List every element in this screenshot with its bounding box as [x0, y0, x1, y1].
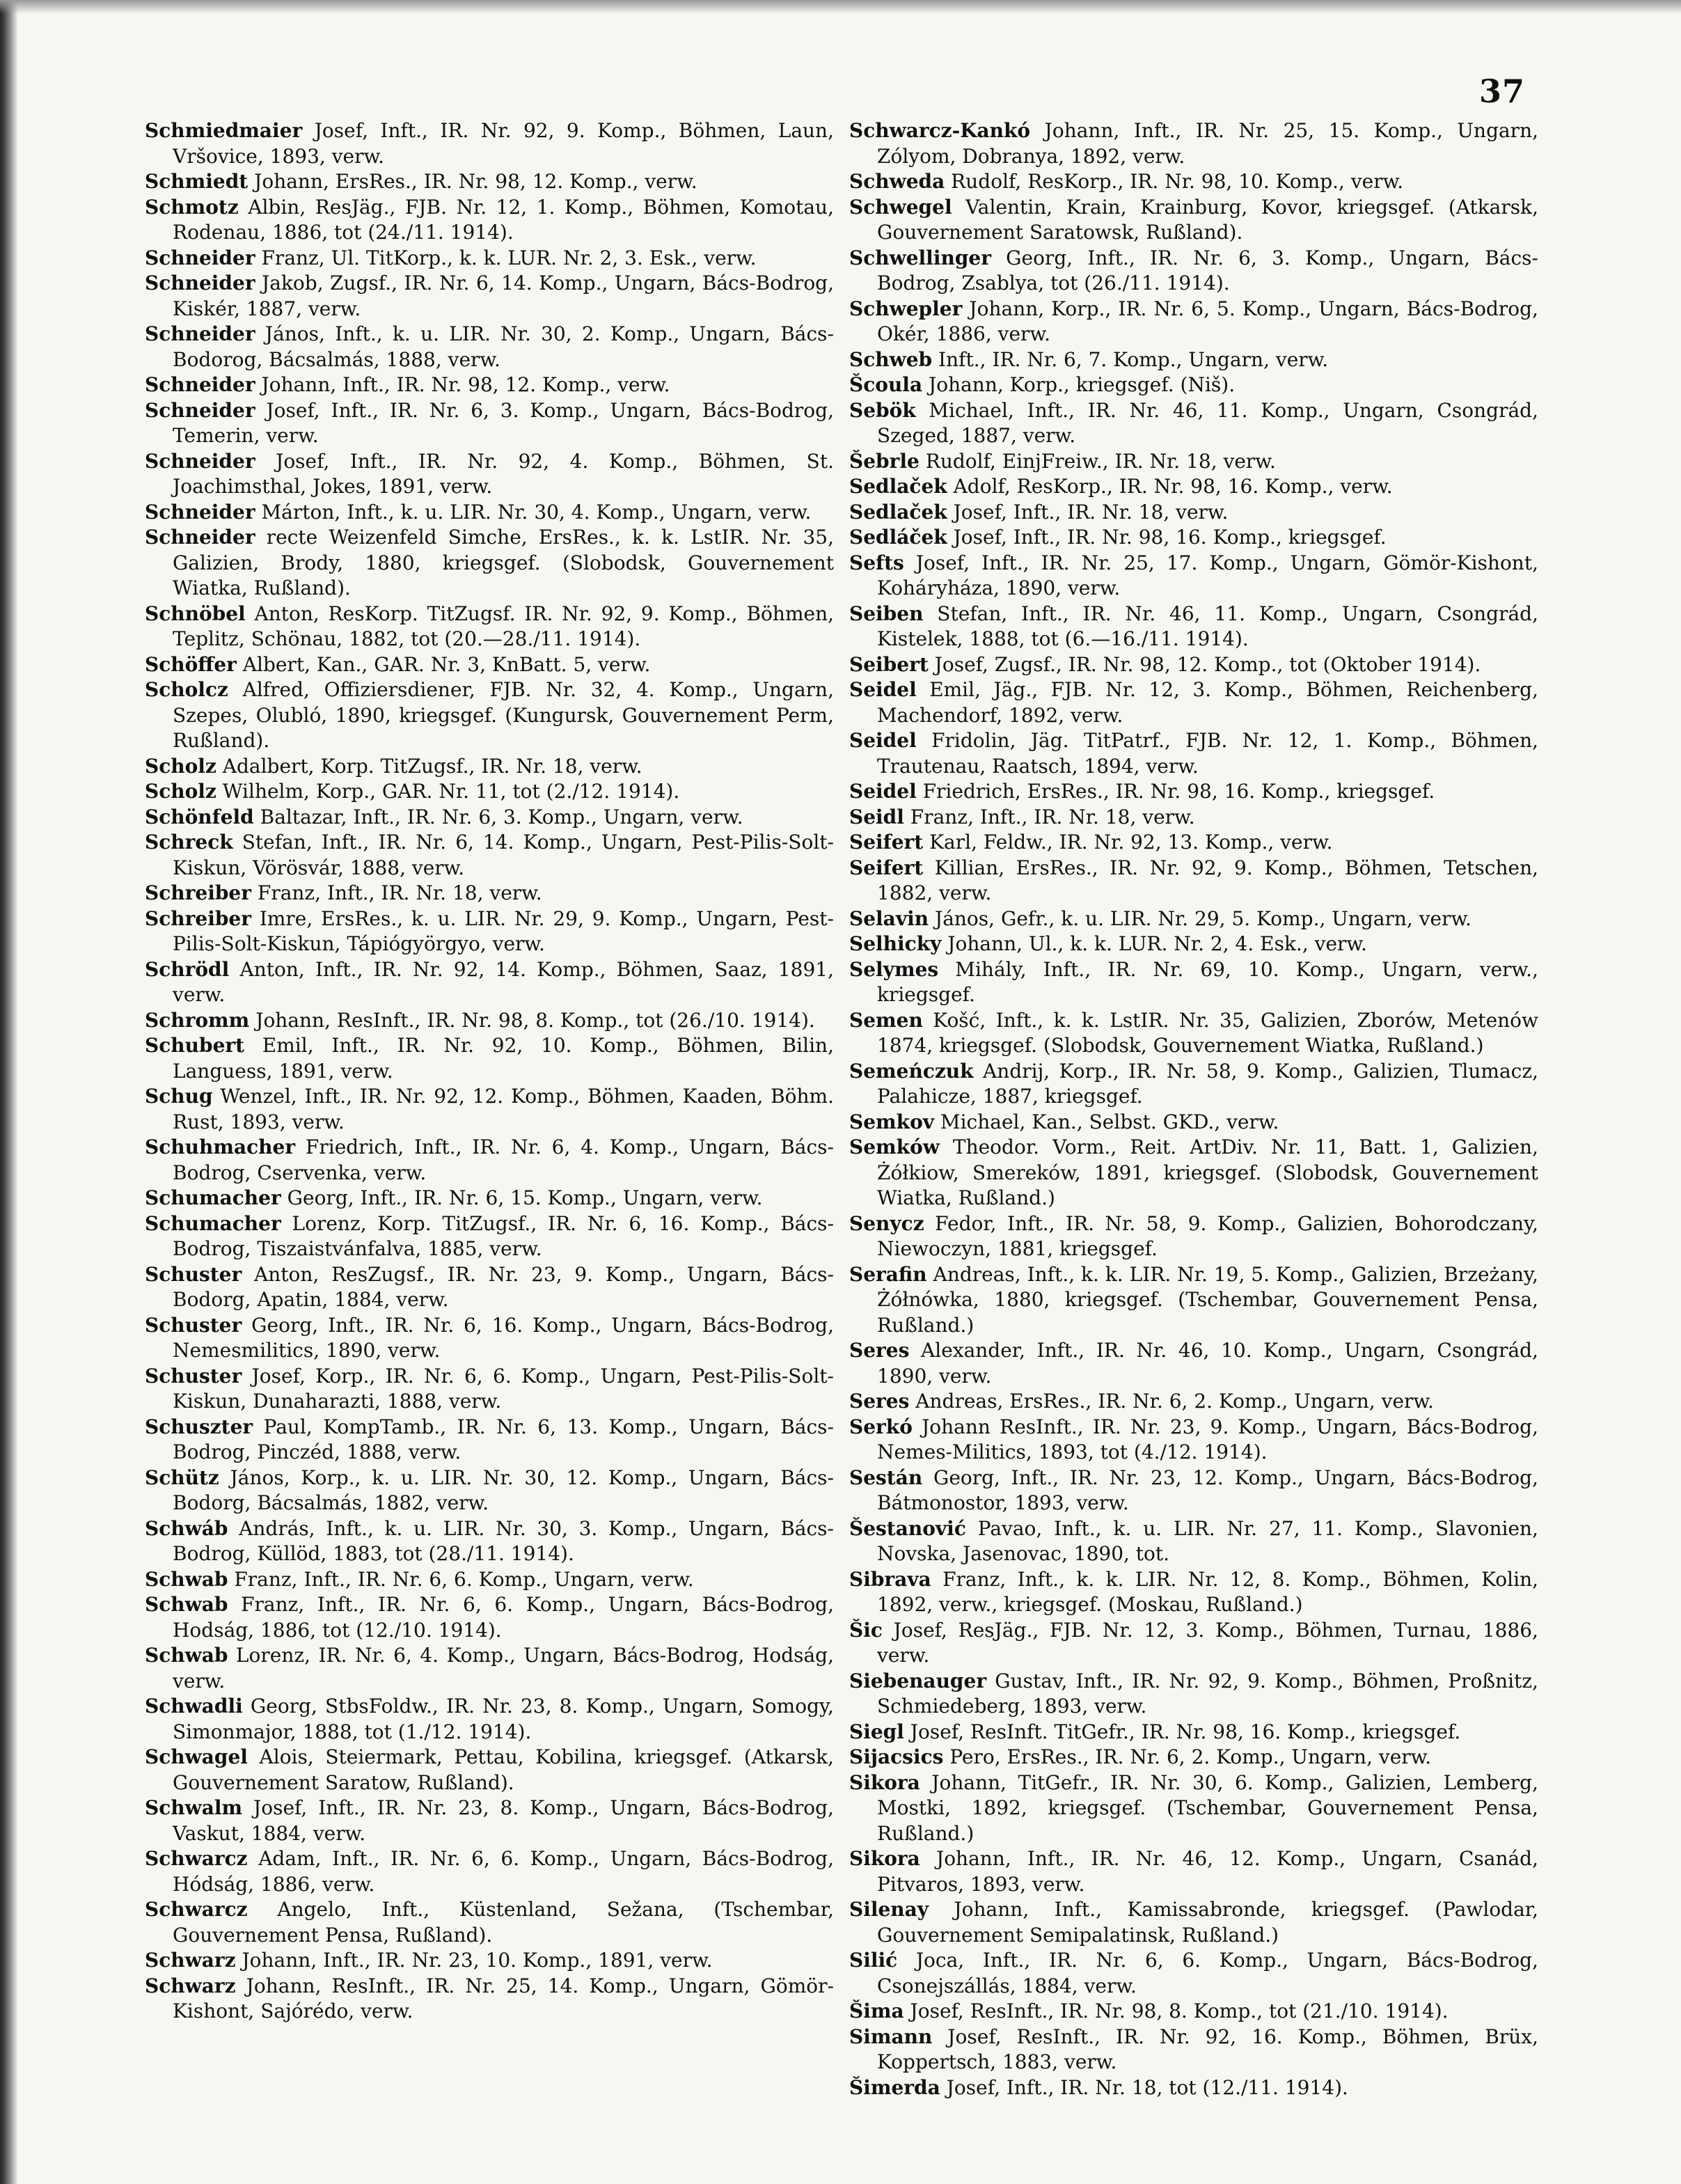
list-item	[849, 500, 1538, 526]
entry-surname: Schneider	[145, 500, 255, 524]
list-item	[145, 1466, 834, 1516]
entry-surname: Selhicky	[849, 932, 942, 955]
entry-surname: Siegl	[849, 1720, 904, 1743]
entry-details: Johann ResInft., IR. Nr. 23, 9. Komp., Ungarn, Bács-Bodrog, Nemes-Militics, 1893, tot (4./12. 1914).	[877, 1415, 1538, 1463]
entry-surname: Sedlaček	[849, 475, 947, 498]
entry-surname: Šcoula	[849, 373, 923, 396]
entry-surname: Siebenauger	[849, 1669, 987, 1692]
entry-details: Fridolin, Jäg. TitPatrf., FJB. Nr. 12, 1. Komp., Böhmen, Trautenau, Raatsch, 1894, verw.	[877, 729, 1539, 778]
entry-surname: Scholz	[145, 754, 216, 778]
entry-details: Josef, Inft., IR. Nr. 6, 3. Komp., Ungarn, Bács-Bodrog, Temerin, verw.	[173, 398, 834, 447]
list-item	[145, 1364, 834, 1415]
entry-details: Alois, Steiermark, Pettau, Kobilina, kriegsgef. (Atkarsk, Gouvernement Saratow, Rußland).	[173, 1745, 834, 1794]
entry-surname: Schreck	[145, 831, 233, 854]
entry-details: Wenzel, Inft., IR. Nr. 92, 12. Komp., Böhmen, Kaaden, Böhm. Rust, 1893, verw.	[173, 1085, 835, 1133]
entry-details: Gustav, Inft., IR. Nr. 92, 9. Komp., Böhmen, Proßnitz, Schmiedeberg, 1893, verw.	[877, 1669, 1538, 1718]
list-item	[849, 1110, 1538, 1136]
page-number: 37	[1478, 72, 1525, 110]
entry-surname: Sebök	[849, 398, 916, 422]
entry-details: Johann, Korp., kriegsgef. (Niš).	[929, 373, 1236, 396]
entry-surname: Seibert	[849, 652, 929, 676]
list-item	[849, 1389, 1538, 1415]
entry-details: Rudolf, EinjFreiw., IR. Nr. 18, verw.	[925, 449, 1276, 473]
list-item	[145, 1974, 834, 2025]
entry-surname: Schwab	[145, 1593, 228, 1616]
entry-surname: Schweb	[849, 347, 933, 371]
list-item	[145, 1948, 834, 1974]
entry-surname: Selavin	[849, 906, 929, 930]
entry-details: Johann, ResInft., IR. Nr. 98, 8. Komp., tot (26./10. 1914).	[255, 1008, 815, 1032]
entry-surname: Šimerda	[849, 2075, 940, 2099]
list-item	[145, 1262, 834, 1313]
entry-details: Josef, ResJäg., FJB. Nr. 12, 3. Komp., Böhmen, Turnau, 1886, verw.	[877, 1618, 1538, 1667]
entry-surname: Schwarz	[145, 1974, 236, 1997]
entry-details: Anton, ResKorp. TitZugsf. IR. Nr. 92, 9. Komp., Böhmen, Teplitz, Schönau, 1882, tot (20.—28./11. 1914).	[173, 602, 834, 650]
entry-surname: Sikora	[849, 1847, 920, 1870]
entry-details: Friedrich, Inft., IR. Nr. 6, 4. Komp., Ungarn, Bács-Bodrog, Cservenka, verw.	[173, 1136, 834, 1184]
column-right	[849, 118, 1538, 2100]
entry-details: Friedrich, ErsRes., IR. Nr. 98, 16. Komp., kriegsgef.	[922, 780, 1435, 803]
entry-details: Johann, Ul., k. k. LUR. Nr. 2, 4. Esk., verw.	[947, 932, 1367, 955]
entry-surname: Sedlaček	[849, 500, 947, 524]
entry-surname: Schwab	[145, 1567, 228, 1591]
entry-surname: Schuszter	[145, 1415, 253, 1438]
entry-surname: Šima	[849, 2000, 904, 2022]
entry-surname: Schmiedmaier	[145, 119, 303, 142]
list-item	[145, 805, 834, 831]
entry-surname: Seidel	[849, 678, 917, 701]
entry-details: Josef, Inft., IR. Nr. 23, 8. Komp., Ungarn, Bács-Bodrog, Vaskut, 1884, verw.	[173, 1796, 834, 1845]
list-item	[849, 195, 1538, 246]
entry-surname: Serafin	[849, 1262, 927, 1286]
entry-surname: Sibrava	[849, 1567, 931, 1591]
list-item	[849, 602, 1538, 652]
entry-details: Georg, StbsFoldw., IR. Nr. 23, 8. Komp., Ungarn, Somogy, Simonmajor, 1888, tot (1./12. 1914).	[173, 1695, 834, 1743]
list-item	[145, 1897, 834, 1948]
entry-surname: Schrödl	[145, 957, 230, 981]
list-item	[145, 398, 834, 449]
entry-surname: Semeńczuk	[849, 1059, 974, 1083]
list-item	[849, 2075, 1538, 2101]
entry-details: Wilhelm, Korp., GAR. Nr. 11, tot (2./12. 1914).	[222, 780, 680, 803]
list-item	[849, 2025, 1538, 2075]
list-item	[849, 1720, 1538, 1745]
list-item	[145, 1186, 834, 1211]
entry-surname: Schwab	[145, 1644, 228, 1667]
list-item	[145, 1796, 834, 1846]
list-item	[849, 118, 1538, 169]
list-item	[145, 1567, 834, 1593]
entry-surname: Schwáb	[145, 1516, 228, 1540]
list-item	[849, 728, 1538, 779]
entry-surname: Schreiber	[145, 906, 251, 930]
list-item	[849, 1948, 1538, 1999]
entry-details: Franz, Inft., k. k. LIR. Nr. 12, 8. Komp., Böhmen, Kolin, 1892, verw., kriegsgef. (Moskau, Rußland.)	[877, 1567, 1538, 1616]
entry-surname: Semen	[849, 1008, 923, 1032]
entry-surname: Semkov	[849, 1110, 935, 1133]
list-item	[145, 169, 834, 195]
entry-details: Josef, Korp., IR. Nr. 6, 6. Komp., Ungarn, Pest-Pilis-Solt-Kiskun, Dunaharazti, 1888, verw.	[173, 1364, 834, 1413]
entry-surname: Schwarcz-Kankó	[849, 119, 1031, 142]
entry-surname: Sikora	[849, 1770, 920, 1794]
entry-details: Josef, Inft., IR. Nr. 92, 9. Komp., Böhmen, Laun, Vršovice, 1893, verw.	[173, 119, 834, 168]
entry-surname: Schuster	[145, 1364, 242, 1388]
entry-surname: Silić	[849, 1949, 898, 1972]
entry-details: Josef, ResInft., IR. Nr. 98, 8. Komp., tot (21./10. 1914).	[910, 2000, 1449, 2022]
list-item	[849, 1466, 1538, 1516]
list-item	[849, 1262, 1538, 1339]
entry-surname: Schwepler	[849, 297, 963, 320]
entry-details: Fedor, Inft., IR. Nr. 58, 9. Komp., Galizien, Bohorodczany, Niewoczyn, 1881, kriegsgef.	[877, 1211, 1539, 1260]
list-item	[145, 525, 834, 602]
list-item	[849, 1567, 1538, 1618]
entry-details: Anton, Inft., IR. Nr. 92, 14. Komp., Böhmen, Saaz, 1891, verw.	[173, 957, 835, 1006]
entry-details: Albert, Kan., GAR. Nr. 3, KnBatt. 5, verw.	[242, 652, 651, 676]
entry-details: Johann, Korp., IR. Nr. 6, 5. Komp., Ungarn, Bács-Bodrog, Okér, 1886, verw.	[877, 297, 1538, 345]
list-item	[849, 347, 1538, 373]
column-left	[145, 118, 834, 2025]
list-item	[145, 500, 834, 526]
list-item	[849, 474, 1538, 500]
list-item	[145, 677, 834, 754]
entry-surname: Schnöbel	[145, 602, 246, 625]
list-item	[849, 398, 1538, 449]
entry-details: Georg, Inft., IR. Nr. 6, 16. Komp., Ungarn, Bács-Bodrog, Nemesmilitics, 1890, verw.	[173, 1313, 834, 1362]
list-item	[849, 525, 1538, 551]
entry-surname: Schneider	[145, 246, 255, 269]
list-item	[145, 271, 834, 322]
list-item	[849, 932, 1538, 957]
entry-details: Košć, Inft., k. k. LstIR. Nr. 35, Galizien, Zborów, Metenów 1874, kriegsgef. (Slobodsk, Gouvernement Wiatka, Rußland.)	[877, 1008, 1538, 1057]
entry-surname: Šic	[849, 1618, 883, 1642]
entry-details: Theodor. Vorm., Reit. ArtDiv. Nr. 11, Batt. 1, Galizien, Żółkiow, Smereków, 1891, kriegsgef. (Slobodsk, Gouvernement Wiatka, Rußland.)	[877, 1136, 1538, 1209]
entry-surname: Schmiedt	[145, 170, 248, 193]
entry-surname: Seidl	[849, 805, 904, 828]
entry-details: Georg, Inft., IR. Nr. 6, 15. Komp., Ungarn, verw.	[287, 1186, 763, 1209]
entry-surname: Seiben	[849, 602, 924, 625]
entry-surname: Schneider	[145, 322, 255, 345]
entry-surname: Schumacher	[145, 1186, 281, 1209]
entry-details: Johann, TitGefr., IR. Nr. 30, 6. Komp., Galizien, Lemberg, Mostki, 1892, kriegsgef. (Tschembar, Gouvernement Pensa, Rußland.)	[877, 1770, 1538, 1845]
entry-details: Johann, ErsRes., IR. Nr. 98, 12. Komp., verw.	[254, 170, 697, 193]
entry-surname: Sefts	[849, 551, 904, 574]
list-item	[849, 652, 1538, 678]
list-item	[849, 906, 1538, 932]
list-item	[145, 779, 834, 805]
entry-details: Johann, ResInft., IR. Nr. 25, 14. Komp., Ungarn, Gömör-Kishont, Sajórédo, verw.	[173, 1974, 835, 2022]
entry-details: Josef, Inft., IR. Nr. 18, verw.	[953, 500, 1229, 524]
list-item	[145, 881, 834, 906]
list-item	[145, 830, 834, 881]
entry-details: recte Weizenfeld Simche, ErsRes., k. k. LstIR. Nr. 35, Galizien, Brody, 1880, kriegsgef. (Slobodsk, Gouvernement Wiatka, Rußland).	[173, 526, 834, 599]
list-item	[145, 372, 834, 398]
entry-details: Márton, Inft., k. u. LIR. Nr. 30, 4. Komp., Ungarn, verw.	[261, 500, 812, 524]
entry-details: Franz, Inft., IR. Nr. 6, 6. Komp., Ungarn, Bács-Bodrog, Hodság, 1886, tot (12./10. 1914).	[173, 1593, 834, 1642]
entry-details: Johann, Inft., Kamissabronde, kriegsgef. (Pawlodar, Gouvernement Semipalatinsk, Rußland.)	[877, 1898, 1539, 1947]
list-item	[145, 906, 834, 957]
entry-details: Michael, Inft., IR. Nr. 46, 11. Komp., Ungarn, Csongrád, Szeged, 1887, verw.	[877, 398, 1538, 447]
entry-surname: Schwarz	[145, 1949, 236, 1972]
entry-surname: Schreiber	[145, 881, 251, 904]
list-item	[849, 1008, 1538, 1059]
entry-surname: Šebrle	[849, 449, 920, 473]
entry-details: Franz, Inft., IR. Nr. 18, verw.	[910, 805, 1195, 828]
list-item	[849, 957, 1538, 1008]
entry-details: Johann, Inft., IR. Nr. 98, 12. Komp., verw.	[261, 373, 670, 396]
entry-details: Johann, Inft., IR. Nr. 23, 10. Komp., 1891, verw.	[242, 1949, 713, 1972]
entry-surname: Schwarcz	[145, 1898, 248, 1921]
entry-surname: Serkó	[849, 1415, 913, 1438]
list-item	[849, 677, 1538, 728]
list-item	[145, 1211, 834, 1262]
entry-details: Franz, Inft., IR. Nr. 6, 6. Komp., Ungarn, verw.	[234, 1567, 694, 1591]
entry-details: Pavao, Inft., k. u. LIR. Nr. 27, 11. Komp., Slavonien, Novska, Jasenovac, 1890, tot.	[877, 1516, 1538, 1565]
entry-surname: Schubert	[145, 1034, 245, 1057]
entry-surname: Schöffer	[145, 652, 237, 676]
list-item	[145, 602, 834, 652]
list-item	[145, 1415, 834, 1466]
entry-details: Andreas, Inft., k. k. LIR. Nr. 19, 5. Komp., Galizien, Brzeżany, Żółnówka, 1880, kriegsgef. (Tschembar, Gouvernement Pensa, Rußland.)	[877, 1262, 1538, 1337]
entry-surname: Schromm	[145, 1008, 250, 1032]
list-item	[145, 1313, 834, 1364]
entry-surname: Schumacher	[145, 1211, 281, 1235]
entry-surname: Senycz	[849, 1211, 924, 1235]
entry-surname: Schneider	[145, 373, 255, 396]
list-item	[145, 449, 834, 500]
entry-details: Karl, Feldw., IR. Nr. 92, 13. Komp., verw.	[929, 831, 1333, 854]
entry-surname: Seifert	[849, 831, 924, 854]
entry-details: Johann, Inft., IR. Nr. 46, 12. Komp., Ungarn, Csanád, Pitvaros, 1893, verw.	[877, 1847, 1539, 1896]
entry-details: Jakob, Zugsf., IR. Nr. 6, 14. Komp., Ungarn, Bács-Bodrog, Kiskér, 1887, verw.	[173, 272, 834, 320]
entry-surname: Schneider	[145, 526, 255, 549]
list-item	[849, 779, 1538, 805]
list-item	[849, 169, 1538, 195]
entry-surname: Selymes	[849, 957, 939, 981]
list-item	[849, 297, 1538, 347]
entry-surname: Simann	[849, 2025, 933, 2048]
entry-surname: Schwarcz	[145, 1847, 248, 1870]
entry-details: Paul, KompTamb., IR. Nr. 6, 13. Komp., Ungarn, Bács-Bodrog, Pinczéd, 1888, verw.	[173, 1415, 834, 1463]
entry-surname: Seres	[849, 1339, 910, 1362]
list-item	[145, 322, 834, 372]
list-item	[849, 830, 1538, 856]
entry-surname: Schmotz	[145, 195, 239, 219]
entry-details: Adalbert, Korp. TitZugsf., IR. Nr. 18, verw.	[222, 754, 642, 778]
list-item	[849, 1618, 1538, 1669]
entry-surname: Schneider	[145, 272, 255, 294]
entry-details: Adolf, ResKorp., IR. Nr. 98, 16. Komp., verw.	[953, 475, 1393, 498]
entry-surname: Seifert	[849, 856, 924, 879]
list-item	[849, 246, 1538, 297]
entry-details: Josef, ResInft. TitGefr., IR. Nr. 98, 16. Komp., kriegsgef.	[910, 1720, 1461, 1743]
list-item	[145, 246, 834, 272]
entry-surname: Sedláček	[849, 526, 947, 549]
entry-surname: Schwegel	[849, 195, 952, 219]
list-item	[145, 118, 834, 169]
list-item	[145, 1033, 834, 1084]
entry-details: Josef, ResInft., IR. Nr. 92, 16. Komp., Böhmen, Brüx, Koppertsch, 1883, verw.	[877, 2025, 1538, 2073]
entry-surname: Schuhmacher	[145, 1136, 296, 1158]
list-item	[849, 1770, 1538, 1847]
list-item	[849, 1669, 1538, 1720]
entry-surname: Seres	[849, 1390, 910, 1413]
entry-details: Georg, Inft., IR. Nr. 23, 12. Komp., Ungarn, Bács-Bodrog, Bátmonostor, 1893, verw.	[877, 1466, 1538, 1514]
entry-surname: Silenay	[849, 1898, 929, 1921]
entry-details: Michael, Kan., Selbst. GKD., verw.	[940, 1110, 1279, 1133]
list-item	[849, 1211, 1538, 1262]
entry-surname: Šestanović	[849, 1516, 966, 1540]
entry-surname: Schneider	[145, 449, 255, 473]
list-item	[145, 195, 834, 246]
list-item	[849, 1059, 1538, 1110]
entry-surname: Semków	[849, 1136, 940, 1158]
list-item	[145, 1846, 834, 1897]
scan-edge-left	[0, 0, 18, 2184]
entry-details: Johann, Inft., IR. Nr. 25, 15. Komp., Ungarn, Zólyom, Dobranya, 1892, verw.	[877, 119, 1539, 168]
entry-surname: Schneider	[145, 398, 255, 422]
entry-details: Lorenz, Korp. TitZugsf., IR. Nr. 6, 16. Komp., Bács-Bodrog, Tiszaistvánfalva, 1885, verw.	[173, 1211, 834, 1260]
entry-details: Andreas, ErsRes., IR. Nr. 6, 2. Komp., Ungarn, verw.	[915, 1390, 1434, 1413]
list-item	[145, 1694, 834, 1745]
list-item	[145, 957, 834, 1008]
entry-details: János, Gefr., k. u. LIR. Nr. 29, 5. Komp., Ungarn, verw.	[934, 906, 1472, 930]
entry-details: Andrij, Korp., IR. Nr. 58, 9. Komp., Galizien, Tlumacz, Palahicze, 1887, kriegsgef.	[877, 1059, 1538, 1108]
entry-details: Franz, Ul. TitKorp., k. k. LUR. Nr. 2, 3. Esk., verw.	[261, 246, 757, 269]
entry-details: Georg, Inft., IR. Nr. 6, 3. Komp., Ungarn, Bács-Bodrog, Zsablya, tot (26./11. 1914).	[877, 246, 1538, 294]
list-item	[145, 1084, 834, 1135]
list-item	[849, 1516, 1538, 1567]
entry-details: Emil, Inft., IR. Nr. 92, 10. Komp., Böhmen, Bilin, Languess, 1891, verw.	[173, 1034, 834, 1083]
entry-details: Mihály, Inft., IR. Nr. 69, 10. Komp., Ungarn, verw., kriegsgef.	[877, 957, 1538, 1006]
entry-surname: Scholz	[145, 780, 216, 803]
entry-details: Joca, Inft., IR. Nr. 6, 6. Komp., Ungarn, Bács-Bodrog, Csonejszállás, 1884, verw.	[877, 1949, 1538, 1997]
entry-details: Josef, Inft., IR. Nr. 92, 4. Komp., Böhmen, St. Joachimsthal, Jokes, 1891, verw.	[173, 449, 834, 498]
list-item	[849, 1415, 1538, 1466]
entry-details: Inft., IR. Nr. 6, 7. Komp., Ungarn, verw.	[938, 347, 1329, 371]
entry-surname: Schwellinger	[849, 246, 991, 269]
entry-surname: Schönfeld	[145, 805, 254, 828]
entry-surname: Schwagel	[145, 1745, 248, 1768]
entry-surname: Schwalm	[145, 1796, 243, 1819]
entry-details: Baltazar, Inft., IR. Nr. 6, 3. Komp., Ungarn, verw.	[260, 805, 743, 828]
entry-details: János, Inft., k. u. LIR. Nr. 30, 2. Komp., Ungarn, Bács-Bodorog, Bácsalmás, 1888, verw.	[173, 322, 834, 371]
entry-details: Stefan, Inft., IR. Nr. 6, 14. Komp., Ungarn, Pest-Pilis-Solt-Kiskun, Vörösvár, 1888, verw.	[173, 831, 834, 879]
list-item	[145, 1592, 834, 1643]
list-item	[849, 1135, 1538, 1211]
entry-details: Anton, ResZugsf., IR. Nr. 23, 9. Komp., Ungarn, Bács-Bodorg, Apatin, 1884, verw.	[173, 1262, 834, 1311]
list-item	[145, 1516, 834, 1567]
list-item	[849, 1999, 1538, 2025]
entry-details: Josef, Inft., IR. Nr. 25, 17. Komp., Ungarn, Gömör-Kishont, Koháryháza, 1890, verw.	[877, 551, 1538, 599]
list-item	[849, 1846, 1538, 1897]
entry-details: Angelo, Inft., Küstenland, Sežana, (Tschembar, Gouvernement Pensa, Rußland).	[173, 1898, 834, 1947]
list-item	[145, 1135, 834, 1186]
list-item	[849, 551, 1538, 602]
entry-details: Franz, Inft., IR. Nr. 18, verw.	[257, 881, 542, 904]
entry-details: Pero, ErsRes., IR. Nr. 6, 2. Komp., Ungarn, verw.	[949, 1745, 1432, 1768]
list-item	[849, 1745, 1538, 1770]
entry-surname: Sijacsics	[849, 1745, 944, 1768]
entry-surname: Sestán	[849, 1466, 923, 1489]
list-item	[145, 1008, 834, 1034]
list-item	[849, 805, 1538, 831]
list-item	[849, 856, 1538, 906]
list-item	[145, 652, 834, 678]
entry-details: Josef, Inft., IR. Nr. 18, tot (12./11. 1914).	[946, 2075, 1348, 2099]
entry-surname: Schwadli	[145, 1695, 243, 1718]
entry-details: Stefan, Inft., IR. Nr. 46, 11. Komp., Ungarn, Csongrád, Kistelek, 1888, tot (6.—16./11. 1914).	[877, 602, 1538, 650]
list-item	[145, 754, 834, 780]
entry-details: Alexander, Inft., IR. Nr. 46, 10. Komp., Ungarn, Csongrád, 1890, verw.	[877, 1339, 1538, 1388]
entry-details: András, Inft., k. u. LIR. Nr. 30, 3. Komp., Ungarn, Bács-Bodrog, Küllöd, 1883, tot (28./11. 1914).	[173, 1516, 835, 1565]
list-item	[145, 1745, 834, 1796]
list-item	[849, 372, 1538, 398]
entry-surname: Seidel	[849, 729, 917, 752]
scan-edge-top	[0, 0, 1681, 14]
list-item	[849, 449, 1538, 475]
entry-details: Lorenz, IR. Nr. 6, 4. Komp., Ungarn, Bács-Bodrog, Hodság, verw.	[173, 1644, 834, 1692]
entry-details: Albin, ResJäg., FJB. Nr. 12, 1. Komp., Böhmen, Komotau, Rodenau, 1886, tot (24./11. 1914).	[173, 195, 834, 244]
list-item	[849, 1338, 1538, 1389]
entry-details: Valentin, Krain, Krainburg, Kovor, kriegsgef. (Atkarsk, Gouvernement Saratowsk, Rußland).	[877, 195, 1538, 244]
entry-details: Rudolf, ResKorp., IR. Nr. 98, 10. Komp., verw.	[951, 170, 1404, 193]
entry-surname: Schütz	[145, 1466, 219, 1489]
entry-details: Adam, Inft., IR. Nr. 6, 6. Komp., Ungarn, Bács-Bodrog, Hódság, 1886, verw.	[173, 1847, 834, 1896]
entry-details: Josef, Inft., IR. Nr. 98, 16. Komp., kriegsgef.	[953, 526, 1387, 549]
entry-details: Josef, Zugsf., IR. Nr. 98, 12. Komp., tot (Oktober 1914).	[934, 652, 1481, 676]
entry-surname: Scholcz	[145, 678, 228, 701]
entry-surname: Schuster	[145, 1262, 242, 1286]
entry-details: Emil, Jäg., FJB. Nr. 12, 3. Komp., Böhmen, Reichenberg, Machendorf, 1892, verw.	[877, 678, 1538, 727]
entry-surname: Schweda	[849, 170, 945, 193]
entry-details: Imre, ErsRes., k. u. LIR. Nr. 29, 9. Komp., Ungarn, Pest-Pilis-Solt-Kiskun, Tápiógyörgyo, verw.	[173, 906, 834, 955]
list-item	[849, 1897, 1538, 1948]
entry-surname: Schug	[145, 1085, 213, 1108]
entry-details: János, Korp., k. u. LIR. Nr. 30, 12. Komp., Ungarn, Bács-Bodorg, Bácsalmás, 1882, verw.	[173, 1466, 834, 1514]
entry-surname: Schuster	[145, 1313, 242, 1337]
entry-details: Alfred, Offiziersdiener, FJB. Nr. 32, 4. Komp., Ungarn, Szepes, Olubló, 1890, kriegsgef. (Kungursk, Gouvernement Perm, Rußland).	[173, 678, 834, 752]
entry-surname: Seidel	[849, 780, 917, 803]
entry-details: Killian, ErsRes., IR. Nr. 92, 9. Komp., Böhmen, Tetschen, 1882, verw.	[877, 856, 1539, 904]
list-item	[145, 1643, 834, 1694]
